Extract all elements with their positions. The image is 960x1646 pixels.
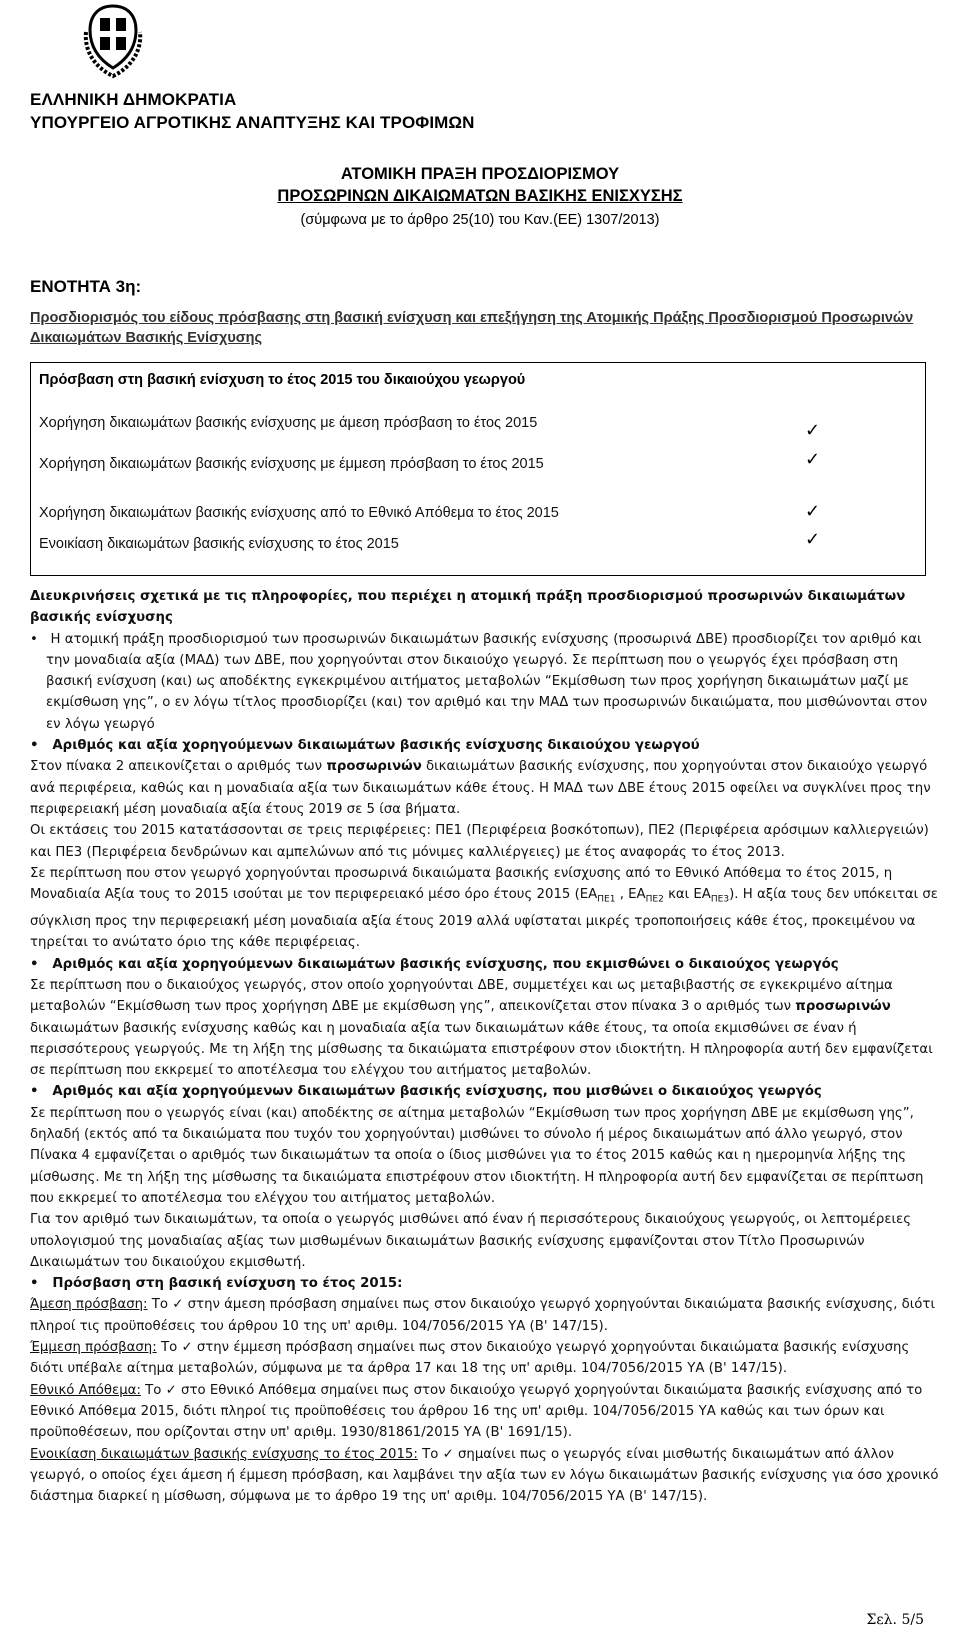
check-icon: ✓ xyxy=(442,1446,454,1462)
paragraph-individual-act: • Η ατομική πράξη προσδιορισμού των προσωρινών δικαιωμάτων βασικής ενίσχυσης (προσωρινά ΔΒΕ) προσδιορίζει τον αριθμό και την μοναδιαία αξία (ΜΑΔ) των ΔΒΕ, που χορηγούνται στον δικαιούχο γεωργό. Σε περίπτωση που ο γεωργός έχει πρόσβαση στη βασική ενίσχυση (και) ως αποδέκτης εγκεκριμένου αιτήματος μεταβολών “Εκμίσθωση των προς χορήγηση δικαιωμάτων μαζί με εκμίσθωση γης”, ο εν λόγω τίτλος προσδιορίζει (και) τον αριθμό και την ΜΑΔ των προσωρινών δικαιώματα, που μισθώνονται στον εν λόγω γεωργό xyxy=(30,631,928,732)
doc-subtitle: ΠΡΟΣΩΡΙΝΩΝ ΔΙΚΑΙΩΜΑΤΩΝ ΒΑΣΙΚΗΣ ΕΝΙΣΧΥΣΗΣ xyxy=(277,187,683,205)
section-intro: Προσδιορισμός του είδους πρόσβασης στη βασική ενίσχυση και επεξήγηση της Ατομικής Πράξης Προσδιορισμού Προσωρινών Δικαιωμάτων Βασικής Ενίσχυσης xyxy=(30,310,914,346)
doc-title: ΑΤΟΜΙΚΗ ΠΡΑΞΗ ΠΡΟΣΔΙΟΡΙΣΜΟΥ xyxy=(340,165,620,183)
check-icon: ✓ xyxy=(805,529,821,550)
paragraph-national-reserve-access: Εθνικό Απόθεμα: Το ✓ στο Εθνικό Απόθεμα σημαίνει πως στον δικαιούχο γεωργό χορηγούνται δικαιώματα βασικής ενίσχυσης από το Εθνικό Απόθεμα 2015, διότι πληροί τις προϋποθέσεις του άρθρου 16 της υπ' αριθμ. 104/7056/2015 ΥΑ καθώς και των όρων και προϋποθέσεων, που ορίζονται στην υπ' αριθμ. 1930/81861/2015 ΥΑ (Β' 1691/15). xyxy=(30,1382,923,1441)
check-icon: ✓ xyxy=(172,1297,184,1313)
access-box xyxy=(30,362,926,576)
access-row-lease: Ενοικίαση δικαιωμάτων βασικής ενίσχυσης το έτος 2015 xyxy=(39,536,399,552)
heading-leased-in: • Αριθμός και αξία χορηγούμενων δικαιωμάτων βασικής ενίσχυσης, που μισθώνει ο δικαιούχος γεωργός xyxy=(30,1084,822,1100)
paragraph-lease-access: Ενοικίαση δικαιωμάτων βασικής ενίσχυσης το έτος 2015: Το ✓ σημαίνει πως ο γεωργός είναι μισθωτής δικαιωμάτων από άλλον γεωργό, ο οποίος έχει άμεση ή έμμεση πρόσβαση, και λαμβάνει την αξία των εν λόγω δικαιωμάτων βασικής ενίσχυσης για όσο χρονικό διάστημα διαρκεί η μίσθωση, σύμφωνα με το άρθρο 19 της υπ' αριθμ. 104/7056/2015 ΥΑ (Β' 147/15). xyxy=(30,1446,939,1505)
explanations-heading: Διευκρινήσεις σχετικά με τις πληροφορίες, που περιέχει η ατομική πράξη προσδιορισμού προσωρινών δικαιωμάτων βασικής ενίσχυσης xyxy=(30,589,906,626)
heading-leased-out: • Αριθμός και αξία χορηγούμενων δικαιωμάτων βασικής ενίσχυσης, που εκμισθώνει ο δικαιούχος γεωργός xyxy=(30,956,839,972)
paragraph-table-3: Σε περίπτωση που ο δικαιούχος γεωργός, στον οποίο χορηγούνται ΔΒΕ, συμμετέχει και ως μεταβιβαστής σε εγκεκριμένο αίτημα μεταβολών “Εκμίσθωση των προς χορήγηση ΔΒΕ με εκμίσθωση γης”, απεικονίζεται στον πίνακα 3 ο αριθμός των προσωρινών δικαιωμάτων βασικής ενίσχυσης καθώς και η μοναδιαία αξία των δικαιωμάτων κάθε έτους, τα οποία εκμισθώνει σε έναν ή περισσότερους γεωργούς. Με τη λήξη της μίσθωσης τα δικαιώματα επιστρέφουν στον ιδιοκτήτη. Η πληροφορία αυτή δεν εμφανίζεται σε περίπτωση που εκκρεμεί το αποτέλεσμα του ελέγχου του αιτήματος μεταβολών. xyxy=(30,978,933,1079)
greek-emblem-icon xyxy=(78,2,148,82)
check-icon: ✓ xyxy=(805,449,821,470)
paragraph-lessor-details: Για τον αριθμό των δικαιωμάτων, τα οποία ο γεωργός μισθώνει από έναν ή περισσότερους δικαιούχους γεωργούς, οι λεπτομέρειες υπολογισμού της μοναδιαίας αξίας των μισθωμένων δικαιωμάτων βασικής ενίσχυσης εμφανίζονται στον Τίτλο Προσωρινών Δικαιωμάτων του δικαιούχου εκμισθωτή. xyxy=(30,1212,912,1270)
section-heading: ΕΝΟΤΗΤΑ 3η: xyxy=(30,277,142,296)
explanations xyxy=(30,586,940,1507)
check-icon: ✓ xyxy=(165,1382,177,1398)
access-row-indirect: Χορήγηση δικαιωμάτων βασικής ενίσχυσης με έμμεση πρόσβαση το έτος 2015 xyxy=(39,456,544,472)
paragraph-table-2: Στον πίνακα 2 απεικονίζεται ο αριθμός των προσωρινών δικαιωμάτων βασικής ενίσχυσης, που χορηγούνται στον δικαιούχο γεωργό ανά περιφέρεια, καθώς και η μοναδιαία αξία των δικαιωμάτων κάθε έτους. Η ΜΑΔ των ΔΒΕ έτους 2015 οφείλει να συγκλίνει προς την περιφερειακή μέση μοναδιαία αξία έτους 2019 σε 5 ίσα βήματα. xyxy=(30,759,931,817)
doc-legal-basis: (σύμφωνα με το άρθρο 25(10) του Καν.(ΕΕ) 1307/2013) xyxy=(300,212,660,228)
heading-access-2015: • Πρόσβαση στη βασική ενίσχυση το έτος 2015: xyxy=(30,1276,403,1292)
paragraph-direct-access: Άμεση πρόσβαση: Το ✓ στην άμεση πρόσβαση σημαίνει πως στον δικαιούχο γεωργό χορηγούνται δικαιώματα βασικής ενίσχυσης, διότι πληροί τις προϋποθέσεις του άρθρου 10 της υπ' αριθμ. 104/7056/2015 ΥΑ (Β' 147/15). xyxy=(30,1297,935,1334)
access-box-title: Πρόσβαση στη βασική ενίσχυση το έτος 2015 του δικαιούχου γεωργού xyxy=(39,372,526,388)
paragraph-indirect-access: Έμμεση πρόσβαση: Το ✓ στην έμμεση πρόσβαση σημαίνει πως στον δικαιούχο γεωργό χορηγούνται δικαιώματα βασικής ενίσχυσης διότι υπέβαλε αίτημα μεταβολών, σύμφωνα με τα άρθρα 17 και 18 της υπ' αριθμ. 104/7056/2015 ΥΑ (Β' 147/15). xyxy=(30,1340,910,1377)
paragraph-table-4: Σε περίπτωση που ο γεωργός είναι (και) αποδέκτης σε αίτημα μεταβολών “Εκμίσθωση των προς χορήγηση ΔΒΕ με εκμίσθωση γης”, δηλαδή (εκτός από τα δικαιώματα που τυχόν του χορηγούνται) μισθώνει το σύνολο ή μέρος δικαιωμάτων από άλλο γεωργό, στον Πίνακα 4 εμφανίζεται ο αριθμός των δικαιωμάτων τα οποία ο ίδιος μισθώνει για το έτος 2015 καθώς και η ημερομηνία λήξης της μίσθωσης. Με τη λήξη της μίσθωσης τα δικαιώματα επιστρέφουν στον ιδιοκτήτη. Η πληροφορία αυτή δεν εμφανίζεται σε περίπτωση που εκκρεμεί το αποτέλεσμα του ελέγχου του αιτήματος μεταβολών. xyxy=(30,1105,924,1206)
page-number: Σελ. 5/5 xyxy=(866,1612,924,1628)
header-ministry: ΥΠΟΥΡΓΕΙΟ ΑΓΡΟΤΙΚΗΣ ΑΝΑΠΤΥΞΗΣ ΚΑΙ ΤΡΟΦΙΜΩΝ xyxy=(30,113,475,132)
heading-granted-rights: • Αριθμός και αξία χορηγούμενων δικαιωμάτων βασικής ενίσχυσης δικαιούχου γεωργού xyxy=(30,738,700,754)
check-icon: ✓ xyxy=(181,1340,193,1356)
paragraph-national-reserve: Σε περίπτωση που στον γεωργό χορηγούνται προσωρινά δικαιώματα βασικής ενίσχυσης από το Εθνικό Απόθεμα το έτος 2015, η Μοναδιαία Αξία τους το 2015 ισούται με τον περιφερειακό μέσο όρο έτους 2015 ($EA_{\Pi E1}$ , $EA_{\Pi E2}$ και $EA_{\Pi E3}$). Η αξία τους δεν υπόκειται σε σύγκλιση προς την περιφερειακή μέση μοναδιαία αξία έτους 2019 αλλά υφίσταται μικρές τροποποιήσεις κάθε έτος, προκειμένου να τηρείται το ανώτατο όριο της κάθε περιφέρειας. xyxy=(30,865,938,951)
check-icon: ✓ xyxy=(805,501,821,522)
header-republic: ΕΛΛΗΝΙΚΗ ΔΗΜΟΚΡΑΤΙΑ xyxy=(30,90,237,109)
check-icon: ✓ xyxy=(805,420,821,441)
access-row-national-reserve: Χορήγηση δικαιωμάτων βασικής ενίσχυσης από το Εθνικό Απόθεμα το έτος 2015 xyxy=(39,505,559,521)
paragraph-regions: Οι εκτάσεις του 2015 κατατάσσονται σε τρεις περιφέρειες: ΠΕ1 (Περιφέρεια βοσκότοπων), ΠΕ2 (Περιφέρεια αρόσιμων καλλιεργειών) και ΠΕ3 (Περιφέρεια δενδρώνων και αμπελώνων από τις μόνιμες καλλιέργειες) με έτος αναφοράς το έτος 2013. xyxy=(30,823,929,860)
access-row-direct: Χορήγηση δικαιωμάτων βασικής ενίσχυσης με άμεση πρόσβαση το έτος 2015 xyxy=(39,415,538,431)
